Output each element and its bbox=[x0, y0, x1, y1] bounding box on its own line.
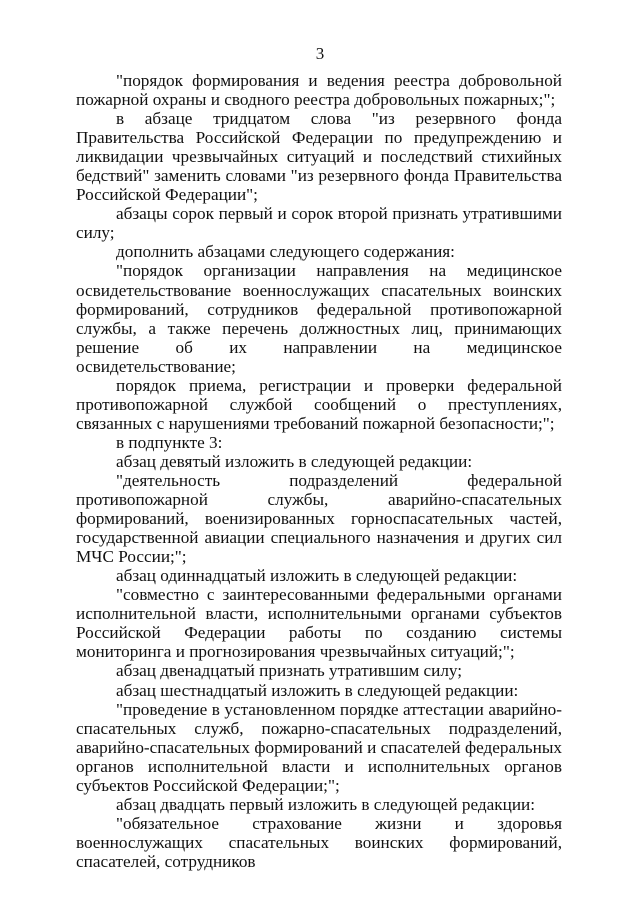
document-body bbox=[76, 71, 562, 871]
paragraph: абзац двенадцатый признать утратившим силу; bbox=[116, 661, 463, 681]
paragraph: абзац двадцать первый изложить в следующей редакции: bbox=[116, 794, 535, 814]
paragraph: абзацы сорок первый и сорок второй признать утратившими силу; bbox=[76, 204, 562, 243]
paragraph: абзац одиннадцатый изложить в следующей редакции: bbox=[116, 566, 518, 586]
paragraph: в абзаце тридцатом слова "из резервного фонда Правительства Российской Федерации по предупреждению и ликвидации чрезвычайных ситуаций и последствий стихийных бедствий" заменить словами "из резервного фонда Правительства Российской Федерации"; bbox=[76, 109, 562, 205]
paragraph: абзац шестнадцатый изложить в следующей редакции: bbox=[116, 680, 519, 700]
paragraph: в подпункте 3: bbox=[116, 432, 223, 452]
paragraph: абзац девятый изложить в следующей редакции: bbox=[116, 451, 473, 471]
paragraph: дополнить абзацами следующего содержания: bbox=[116, 242, 455, 262]
paragraph: "проведение в установленном порядке аттестации аварийно-спасательных служб, пожарно-спасательных подразделений, аварийно-спасательных формирований и спасателей федеральных органов исполнительной власти и исполнительных органов субъектов Российской Федерации;"; bbox=[76, 699, 562, 795]
page-number: 3 bbox=[315, 44, 325, 63]
paragraph: "обязательное страхование жизни и здоровья военнослужащих спасательных воинских формирований, спасателей, сотрудников bbox=[76, 813, 562, 871]
paragraph: порядок приема, регистрации и проверки федеральной противопожарной службой сообщений о преступлениях, связанных с нарушениями требований пожарной безопасности;"; bbox=[76, 375, 562, 433]
paragraph: "совместно с заинтересованными федеральными органами исполнительной власти, исполнительными органами субъектов Российской Федерации работы по созданию системы мониторинга и прогнозирования чрезвычайных ситуаций;"; bbox=[76, 585, 562, 662]
paragraph: "порядок организации направления на медицинское освидетельствование военнослужащих спасательных воинских формирований, сотрудников федеральной противопожарной службы, а также перечень должностных лиц, принимающих решение об их направлении на медицинское освидетельствование; bbox=[76, 261, 562, 376]
paragraph: "порядок формирования и ведения реестра добровольной пожарной охраны и сводного реестра добровольных пожарных;"; bbox=[76, 71, 562, 110]
paragraph: "деятельность подразделений федеральной противопожарной службы, аварийно-спасательных формирований, военизированных горноспасательных частей, государственной авиации специального назначения и других сил МЧС России;"; bbox=[76, 470, 562, 567]
